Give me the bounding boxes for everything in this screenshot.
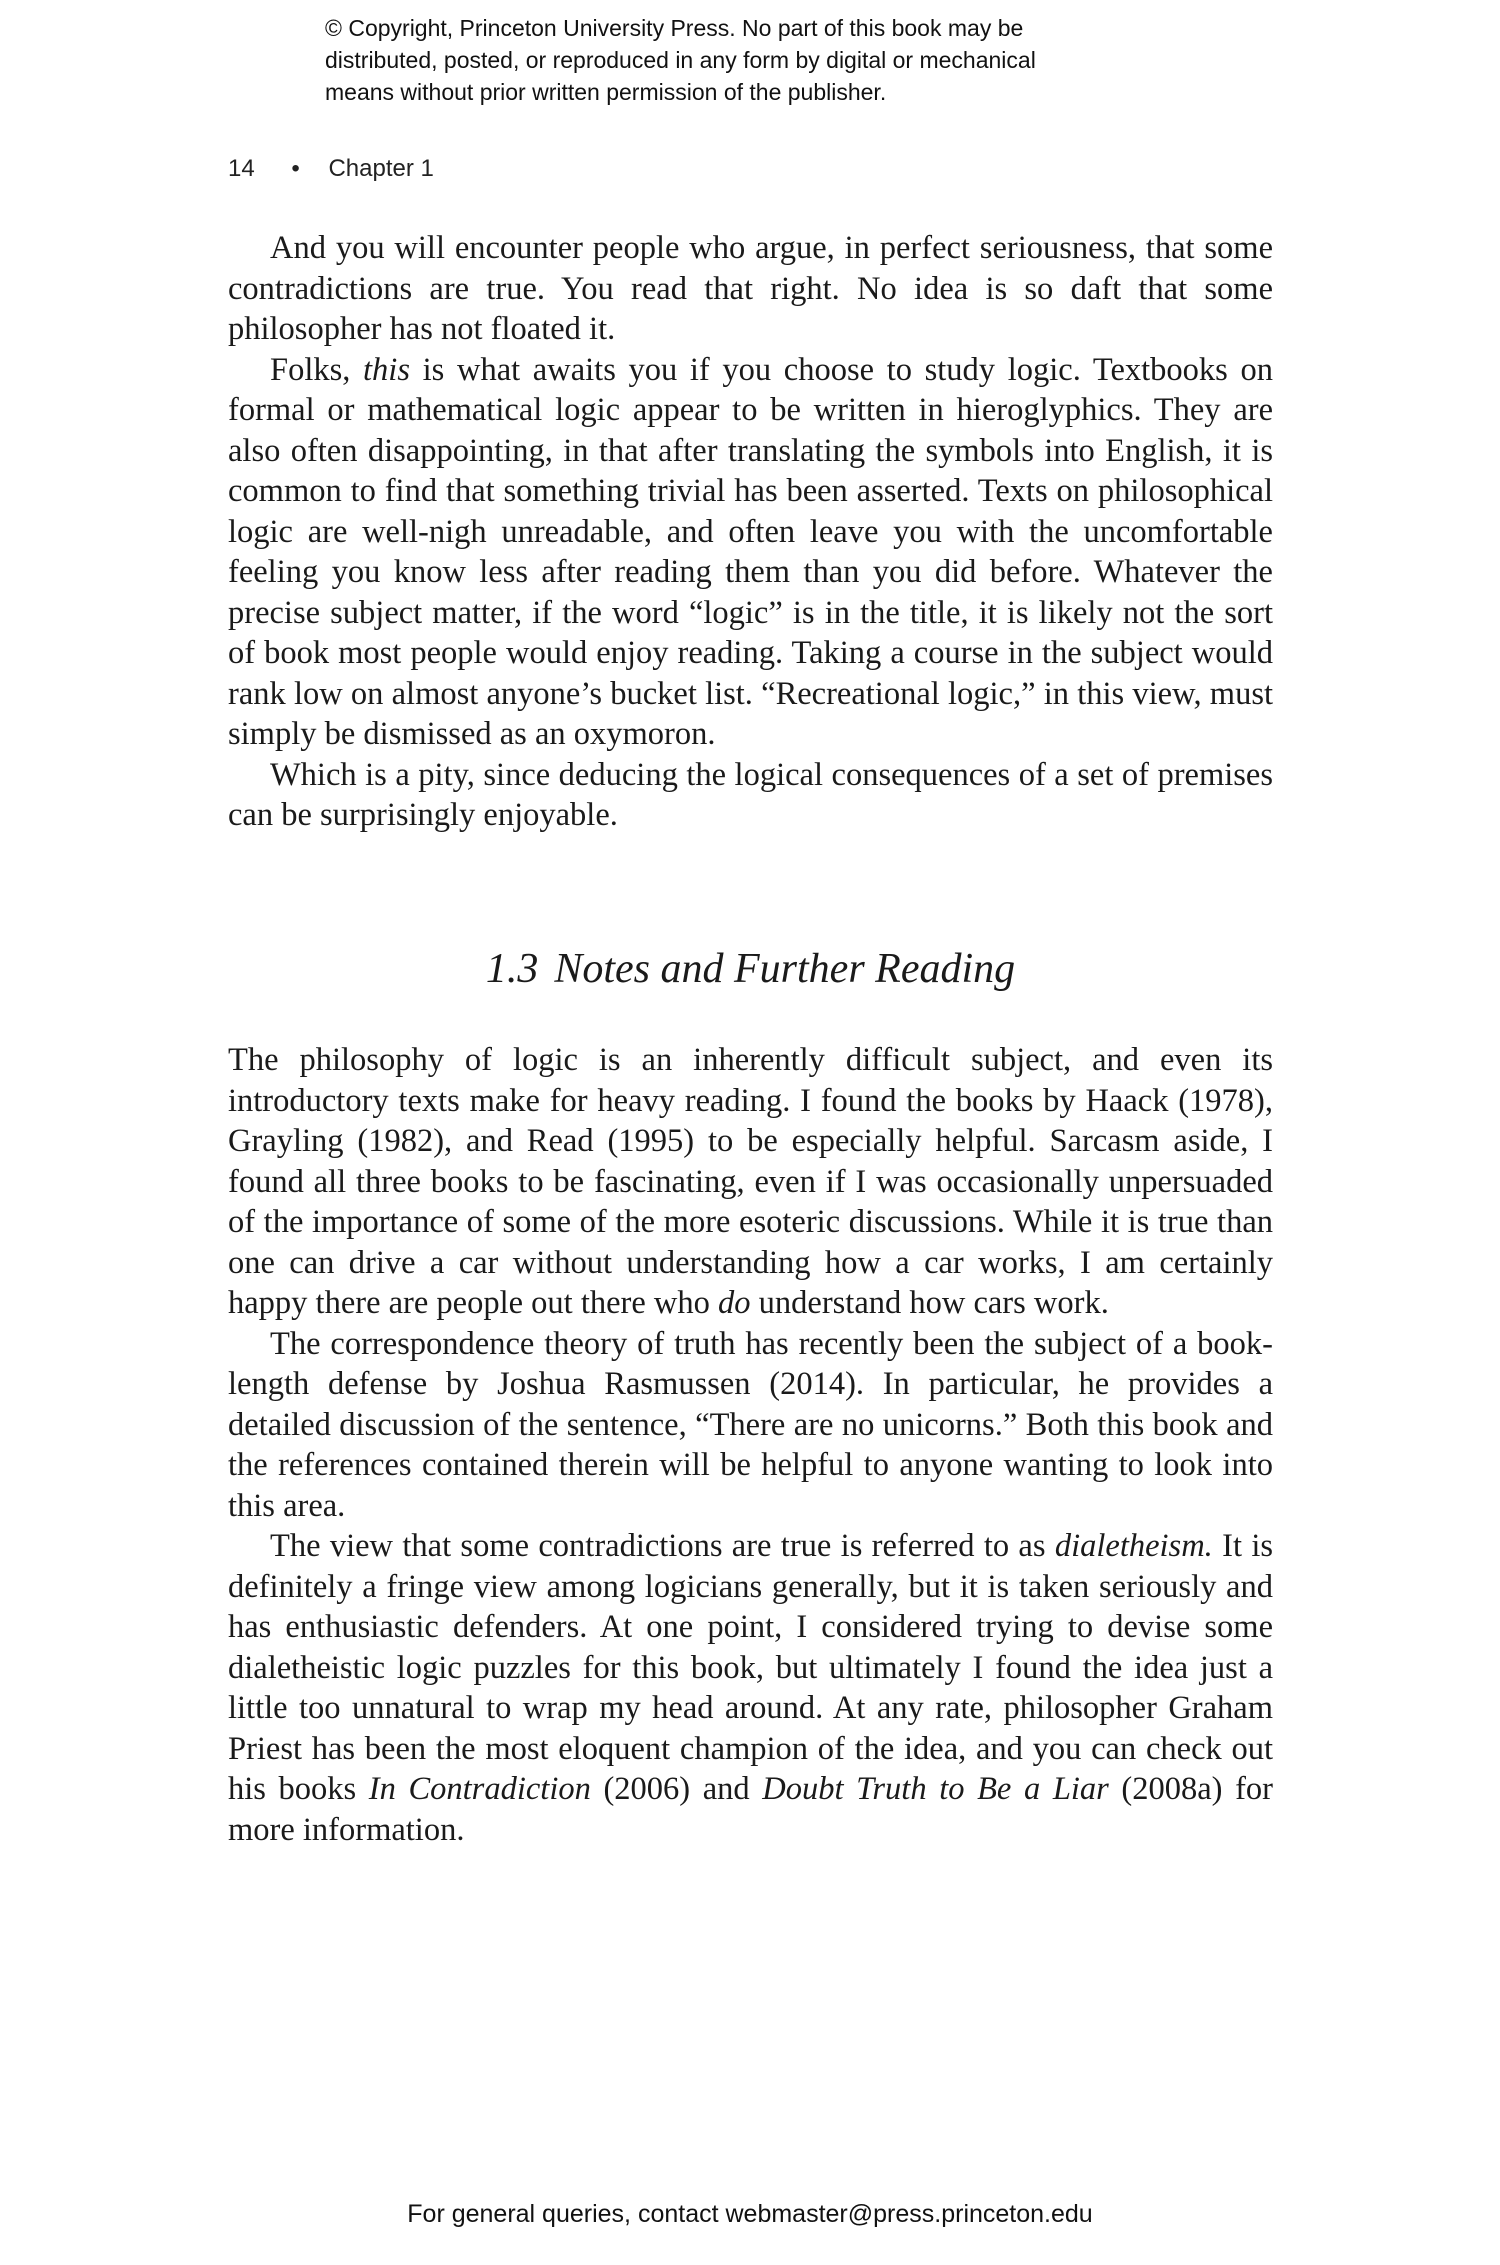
paragraph bbox=[228, 350, 1273, 755]
paragraph-text: (2008a) for more information. bbox=[228, 1771, 1274, 1848]
copyright-line: means without prior written permission of the publisher. bbox=[325, 79, 887, 105]
footer-contact: For general queries, contact webmaster@press.princeton.edu bbox=[407, 2200, 1093, 2228]
chapter-label: Chapter 1 bbox=[328, 155, 434, 182]
emphasis: do bbox=[718, 1285, 751, 1321]
intro-text bbox=[228, 228, 1273, 836]
paragraph-text: It is definitely a fringe view among logicians generally, but it is taken seriously and has enthusiastic defenders. At one point, I considered trying to devise some dialetheistic logic puzzles for this book, but ultimately I found the idea just a little too unnatural to wrap my head around. At any rate, philosopher Graham Priest has been the most eloquent champion of the idea, and you can check out his books bbox=[228, 1528, 1274, 1807]
emphasis: this bbox=[363, 351, 410, 388]
paragraph-text: understand how cars work. bbox=[750, 1285, 1109, 1321]
copyright-notice bbox=[325, 12, 1225, 108]
paragraph bbox=[228, 1040, 1273, 1324]
paragraph bbox=[228, 1526, 1273, 1850]
paragraph-text: The view that some contradictions are true is referred to as bbox=[270, 1528, 1055, 1564]
paragraph-text: Which is a pity, since deducing the logical consequences of a set of premises can be surprisingly enjoyable. bbox=[228, 756, 1273, 833]
paragraph-text: Folks, bbox=[270, 351, 364, 388]
paragraph bbox=[228, 755, 1273, 836]
paragraph-text: (2006) and bbox=[590, 1771, 763, 1807]
section-title: Notes and Further Reading bbox=[554, 946, 1016, 992]
section-number: 1.3 bbox=[485, 946, 539, 992]
section-heading bbox=[228, 945, 1273, 993]
copyright-line: © Copyright, Princeton University Press. No part of this book may be bbox=[325, 15, 1024, 41]
paragraph bbox=[228, 228, 1273, 350]
paragraph-text: And you will encounter people who argue, in perfect seriousness, that some contradictions are true. You read that right. No idea is so daft that some philosopher has not floated it. bbox=[228, 230, 1273, 347]
copyright-line: distributed, posted, or reproduced in any form by digital or mechanical bbox=[325, 47, 1036, 73]
page-number: 14 bbox=[228, 155, 255, 182]
paragraph-text: is what awaits you if you choose to study logic. Textbooks on formal or mathematical logic appear to be written in hieroglyphics. They are also often disappointing, in that after translating the symbols into English, it is common to find that something trivial has been asserted. Texts on philosophical logic are well-nigh unreadable, and often leave you with the uncomfortable feeling you know less after reading them than you did before. Whatever the precise subject matter, if the word “logic” is in the title, it is likely not the sort of book most people would enjoy reading. Taking a course in the subject would rank low on almost anyone’s bucket list. “Recreational logic,” in this view, must simply be dismissed as an oxymoron. bbox=[228, 351, 1273, 752]
notes-text bbox=[228, 1040, 1273, 1850]
book-title: Doubt Truth to Be a Liar bbox=[762, 1771, 1109, 1807]
emphasis: dialetheism. bbox=[1054, 1528, 1213, 1564]
paragraph bbox=[228, 1324, 1273, 1527]
book-title: In Contradiction bbox=[368, 1771, 591, 1807]
paragraph-text: The correspondence theory of truth has recently been the subject of a book-length defense by Joshua Rasmussen (2014). In particular, he provides a detailed discussion of the sentence, “There are no unicorns.” Both this book and the references contained therein will be helpful to anyone wanting to look into this area. bbox=[228, 1325, 1273, 1524]
running-head bbox=[228, 155, 434, 183]
paragraph-text: The philosophy of logic is an inherently difficult subject, and even its introductory texts make for heavy reading. I found the books by Haack (1978), Grayling (1982), and Read (1995) to be especially helpful. Sarcasm aside, I found all three books to be fascinating, even if I was occasionally unpersuaded of the importance of some of the more esoteric discussions. While it is true than one can drive a car without understanding how a car works, I am certainly happy there are people out there who bbox=[228, 1042, 1273, 1321]
bullet-separator: • bbox=[291, 155, 300, 182]
